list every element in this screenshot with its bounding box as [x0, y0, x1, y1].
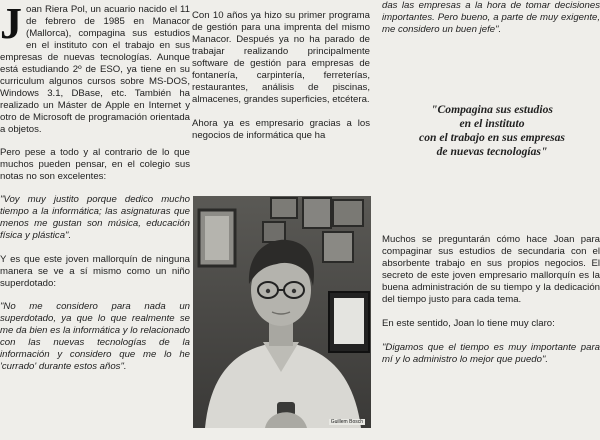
paragraph-time-management: Muchos se preguntarán cómo hace Joan para compaginar sus estudios de secundaria con el absorbente trabajo en sus propios negocios. El secreto de este joven empresario mallorquín es la buena administración de su tiempo y la dedicación del tiempo justo para cada tema.	[382, 234, 600, 305]
paragraph-business: Ahora ya es empresario gracias a los negocios de informática que ha	[192, 118, 370, 141]
quote-grades: "Voy muy justito porque dedico mucho tiempo a la informática; las asignaturas que menos me gustan son música, educación física y plástica".	[0, 194, 190, 241]
intro-text: oan Riera Pol, un acuario nacido el 11 de febrero de 1985 en Manacor (Mallorca), compagina sus estudios en el instituto con el trabajo en sus empresas de nuevas tecnologías. Aunque está estudiando 2º de ESO, ya tiene en su curriculum algunos cursos sobre MS-DOS, Windows 3.1, DBase, etc. También ha realizado un Máster de Apple en Internet y otro de Microsoft de programación orientada a objetos.	[0, 4, 190, 135]
column-right	[382, 0, 600, 36]
drop-cap: J	[0, 0, 22, 48]
paragraph-grades: Pero pese a todo y al contrario de lo que muchos pueden pensar, en el colegio sus notas no son excelentes:	[0, 147, 190, 182]
pull-quote-line: "Compagina sus estudios	[431, 103, 553, 116]
paragraph-superdotado: Y es que este joven mallorquín de ninguna manera se ve a sí mismo como un niño superdotado:	[0, 254, 190, 289]
column-right-lower	[382, 234, 600, 366]
photo-credit: Guillem Bosch	[330, 419, 363, 425]
pull-quote-line: de nuevas tecnologías"	[436, 145, 548, 158]
portrait-illustration	[193, 196, 371, 428]
show-through-area	[388, 38, 586, 94]
quote-superdotado: "No me considero para nada un superdotado, ya que lo que realmente se me da bien es la informática y lo relacionado con las nuevas tecnologías de la información y considero que me lo he 'currado' durante estos años".	[0, 301, 190, 372]
portrait-photo	[193, 196, 371, 428]
column-middle	[192, 0, 370, 142]
paragraph-first-program: Con 10 años ya hizo su primer programa de gestión para una imprenta del mismo Manacor. Después ya no ha parado de trabajar realizando principalmente software de gestión para empresas de fontanería, carpintería, ferreterías, restaurantes, análisis de piscinas, almacenes, grandes superficies, etcétera.	[192, 10, 370, 105]
paragraph-clear: En este sentido, Joan lo tiene muy claro:	[382, 318, 555, 329]
pull-quote-line: en el instituto	[459, 117, 525, 130]
pull-quote-line: con el trabajo en sus empresas	[419, 131, 565, 144]
quote-time: "Digamos que el tiempo es muy importante para mí y lo administro lo mejor que puedo".	[382, 342, 600, 365]
intro-paragraph	[0, 0, 190, 136]
column-left	[0, 0, 190, 373]
pull-quote	[383, 103, 600, 159]
quote-boss: das las empresas a la hora de tomar decisiones importantes. Pero bueno, a parte de muy exigente, me considero un buen jefe".	[382, 0, 600, 35]
